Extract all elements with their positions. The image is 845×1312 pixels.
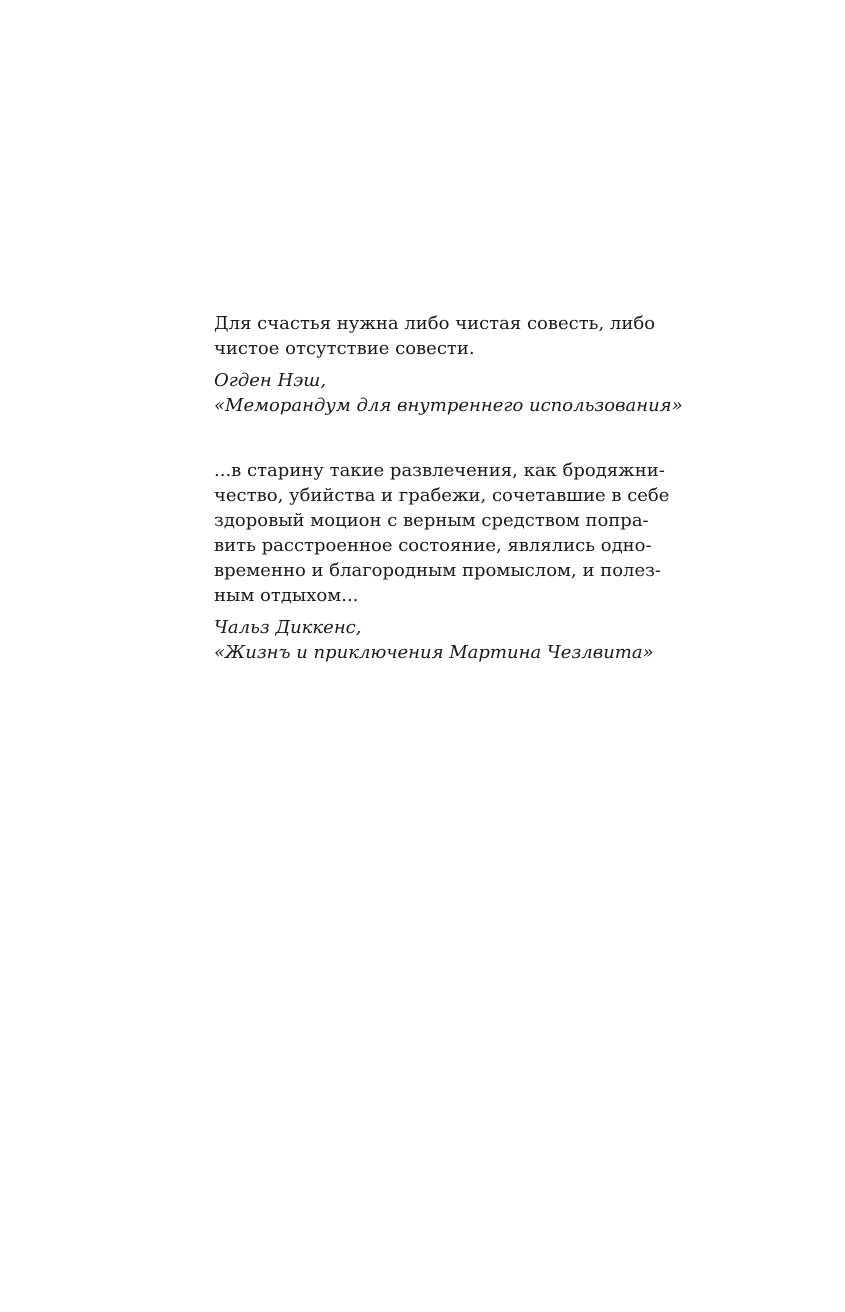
epigraph-author: Огден Нэш, [214, 370, 327, 391]
epigraph-nash [214, 311, 684, 418]
epigraph-author: Чальз Диккенс, [214, 617, 362, 638]
epigraph-dickens [214, 458, 684, 665]
epigraph-quote [214, 311, 684, 361]
quote-line: здоровый моцион с верным средством попра- [214, 510, 649, 531]
quote-line: чистое отсутствие совести. [214, 338, 475, 359]
epigraph-attribution [214, 615, 684, 665]
epigraph-quote [214, 458, 684, 608]
epigraph-work-title: «Меморандум для внутреннего использования» [214, 395, 683, 416]
quote-line: ...в старину такие развлечения, как бродяжни- [214, 460, 665, 481]
quote-line: чество, убийства и грабежи, сочетавшие в себе [214, 485, 670, 506]
quote-line: Для счастья нужна либо чистая совесть, либо [214, 313, 656, 334]
epigraph-work-title: «Жизнъ и приключения Мартина Чезлвита» [214, 642, 654, 663]
quote-line: ным отдыхом... [214, 585, 359, 606]
quote-line: вить расстроенное состояние, являлись одно- [214, 535, 652, 556]
quote-line: временно и благородным промыслом, и полез- [214, 560, 662, 581]
epigraph-attribution [214, 368, 684, 418]
